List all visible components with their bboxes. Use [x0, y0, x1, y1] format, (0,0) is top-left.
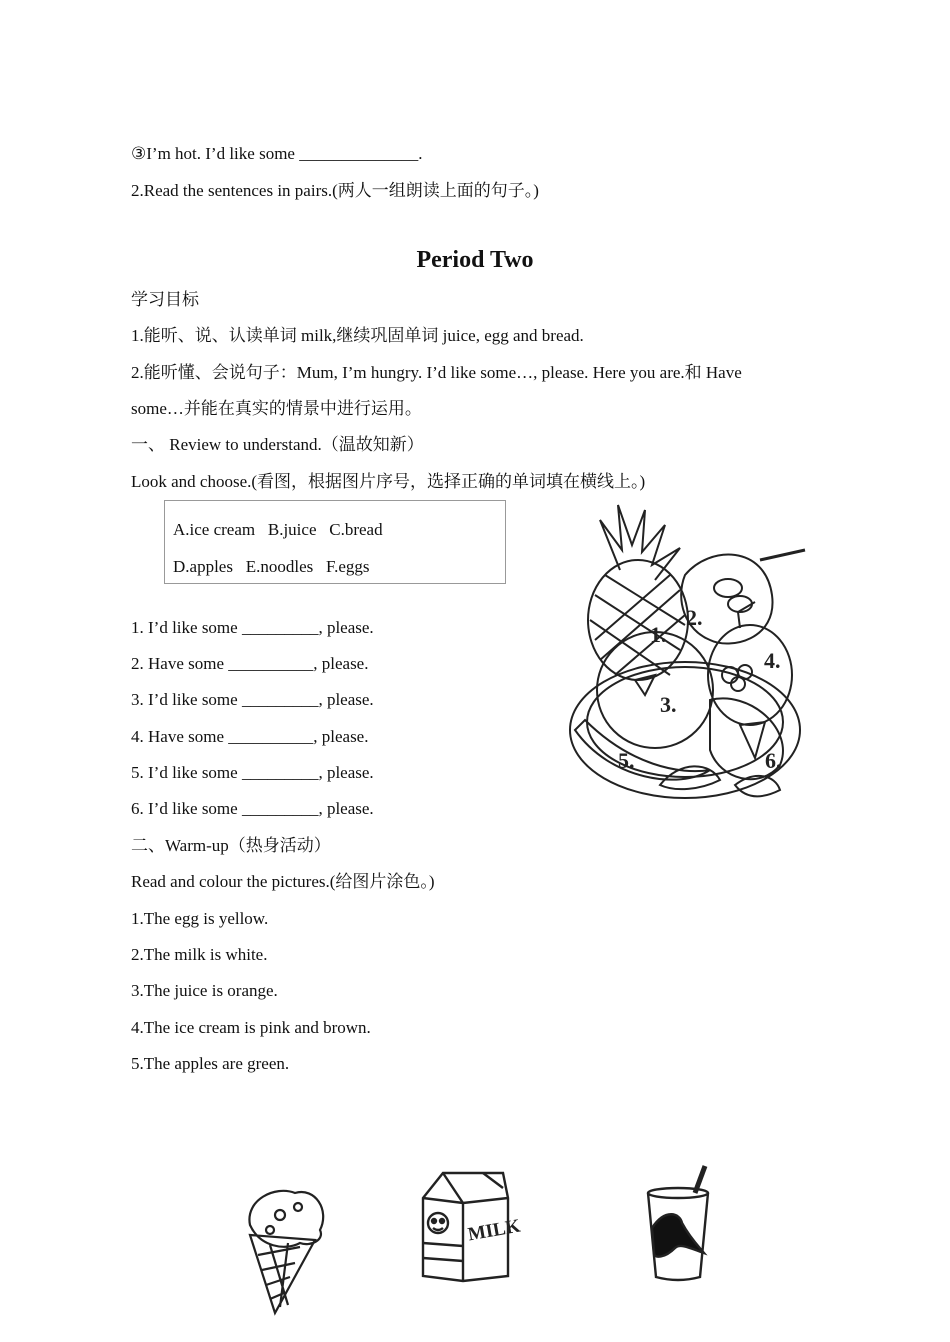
pineapple [588, 560, 688, 680]
goal-2-line-2: some…并能在真实的情景中进行运用。 [131, 399, 422, 418]
ice-cream-cone-picture [240, 1185, 330, 1320]
figure-label-1: 1. [650, 622, 667, 647]
section-1-heading: 一、 Review to understand.（温故知新） [131, 435, 424, 454]
milk-carton-label: MILK [466, 1215, 522, 1246]
colour-item-4: 4.The ice cream is pink and brown. [131, 1018, 371, 1037]
section-2-instruction: Read and colour the pictures.(给图片涂色。) [131, 872, 435, 891]
goals-heading: 学习目标 [131, 290, 199, 309]
section-1-instruction: Look and choose.(看图，根据图片序号，选择正确的单词填在横线上。) [131, 472, 646, 491]
colour-item-1: 1.The egg is yellow. [131, 909, 269, 928]
colour-item-3: 3.The juice is orange. [131, 981, 278, 1000]
page-title: Period Two [416, 247, 534, 273]
colour-item-5: 5.The apples are green. [131, 1054, 290, 1073]
sentence-3: 3. I’d like some _________, please. [131, 690, 374, 709]
goal-1: 1.能听、说、认读单词 milk,继续巩固单词 juice, egg and bread. [131, 326, 584, 345]
pear [681, 555, 772, 644]
sentence-2: 2. Have some __________, please. [131, 654, 369, 673]
options-row-2: D.apples E.noodles F.eggs [173, 557, 370, 576]
figure-label-4: 4. [764, 648, 781, 673]
figure-label-2: 2. [686, 605, 703, 630]
milk-carton-picture [418, 1168, 522, 1283]
goal-2-line-1: 2.能听懂、会说句子：Mum, I’m hungry. I’d like some…, please. Here you are.和 Have [131, 363, 742, 382]
word-options-box [164, 500, 506, 584]
apple-right [708, 625, 792, 725]
orange [597, 632, 713, 748]
sentence-4: 4. Have some __________, please. [131, 727, 369, 746]
fruit-bowl-illustration [560, 500, 810, 815]
sentence-1: 1. I’d like some _________, please. [131, 618, 374, 637]
options-row-1: A.ice cream B.juice C.bread [173, 520, 383, 539]
fill-sentence-3: ③I’m hot. I’d like some ______________. [131, 144, 423, 163]
figure-label-6: 6. [765, 748, 782, 773]
juice-cup-picture [640, 1163, 720, 1285]
colour-item-2: 2.The milk is white. [131, 945, 268, 964]
pair-reading-instruction: 2.Read the sentences in pairs.(两人一组朗读上面的句子。) [131, 181, 539, 200]
section-2-heading: 二、Warm-up（热身活动） [131, 836, 331, 855]
figure-label-5: 5. [618, 748, 635, 773]
sentence-6: 6. I’d like some _________, please. [131, 799, 374, 818]
figure-label-3: 3. [660, 692, 677, 717]
sentence-5: 5. I’d like some _________, please. [131, 763, 374, 782]
